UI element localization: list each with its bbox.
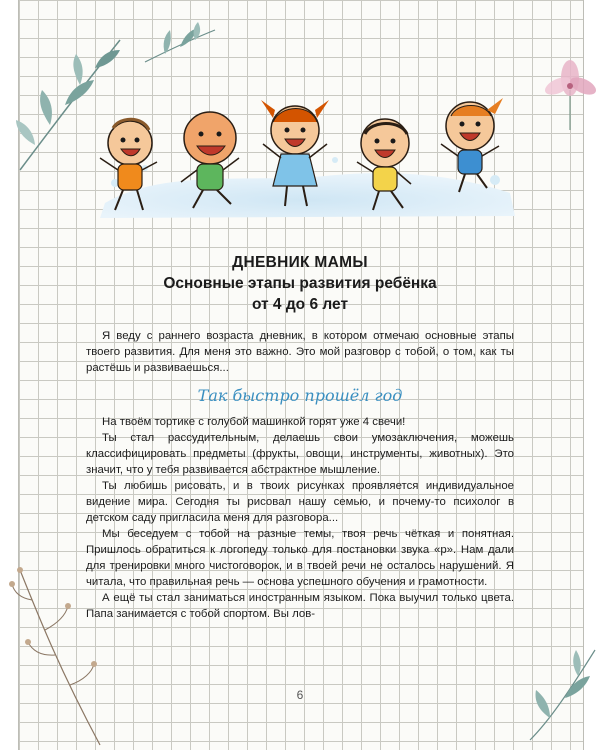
paragraph-1: На твоём тортике с голубой машинкой горят уже 4 свечи! bbox=[102, 416, 406, 428]
leaf-sprig-top-icon bbox=[140, 22, 220, 72]
page-title: ДНЕВНИК МАМЫ bbox=[232, 254, 368, 271]
page-number: 6 bbox=[296, 688, 304, 702]
happy-kids-illustration bbox=[85, 88, 525, 228]
paragraph-2: Ты стал рассудительным, делаешь свои умозаключения, можешь классифицировать предметы (фрукты, овощи, инструменты, животных). Это значит, что у тебя развивается абстрактное мышление. bbox=[86, 432, 514, 476]
page-subtitle-age-range: от 4 до 6 лет bbox=[251, 296, 349, 313]
main-text bbox=[86, 414, 514, 622]
paragraph-4: Мы беседуем с тобой на разные темы, твоя речь чёткая и понятная. Пришлось обратиться к логопеду только для постановки звука «р». Нам дали для тренировки много чистоговорок, и в твоей речи не осталось нарушений. Я читала, что правильная речь — основа успешного обучения и грамотности. bbox=[86, 528, 514, 588]
section-title: Так быстро прошёл год bbox=[197, 386, 403, 405]
intro-paragraph: Я веду с раннего возраста дневник, в котором отмечаю основные этапы твоего развития. Для меня это важно. Это мой разговор с тобой, о том, как ты растёшь и развиваешься... bbox=[86, 330, 514, 374]
flower-top-right-icon bbox=[540, 50, 600, 130]
intro-text bbox=[86, 328, 514, 376]
paragraph-3: Ты любишь рисовать, и в твоих рисунках проявляется индивидуальное видение мира. Сегодня ты рисовал нашу семью, и почему-то психолог в детском саду пригласила меня для разговора... bbox=[86, 480, 514, 524]
page-subtitle: Основные этапы развития ребёнка bbox=[163, 275, 437, 292]
paragraph-5: А ещё ты стал заниматься иностранным языком. Пока выучил только цвета. Папа занимается с тобой спортом. Вы лов- bbox=[86, 592, 514, 620]
